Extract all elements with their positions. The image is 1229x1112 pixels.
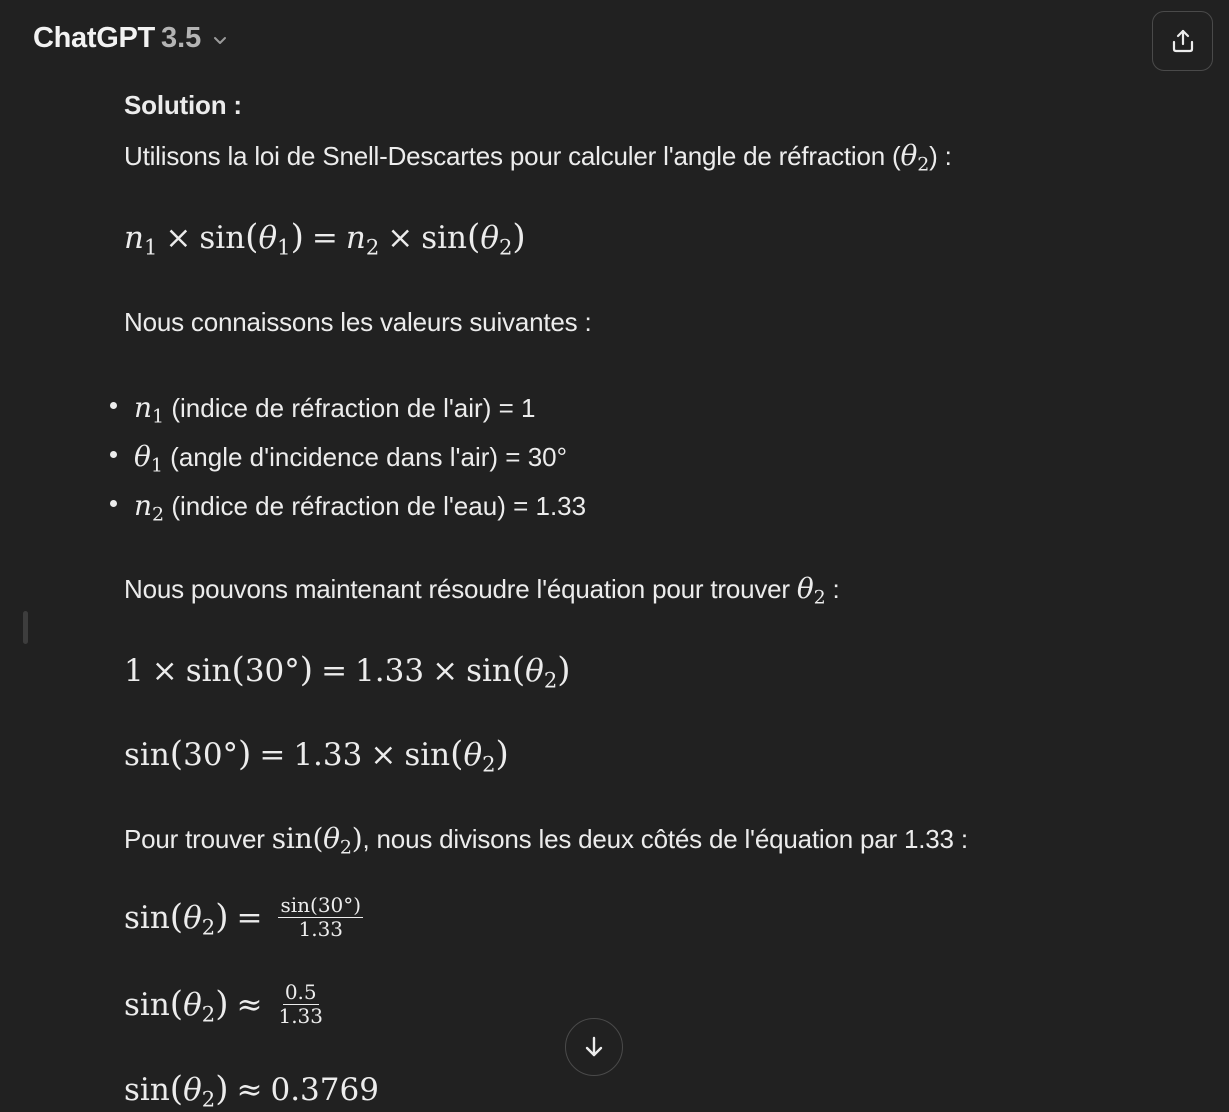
intro-end: ) :	[929, 141, 952, 171]
sidebar-toggle-handle[interactable]	[23, 611, 28, 644]
divide-paragraph: Pour trouver $\sin(\theta_2)$, nous divisons les deux côtés de l'équation par 1.33 :	[124, 822, 968, 859]
divide-text-end: , nous divisons les deux côtés de l'équation par 1.33 :	[362, 824, 968, 854]
equation-substituted: $1 \times \sin(30^\circ) = 1.33 \times \sin(\theta_2)$	[124, 650, 571, 693]
solve-paragraph: Nous pouvons maintenant résoudre l'équation pour trouver $\theta_2$ :	[124, 572, 840, 609]
equation-divided: $\sin(\theta_2)$ = $\frac{\sin(30^\circ)}{1.33}$	[124, 893, 362, 941]
known-values-text: Nous connaissons les valeurs suivantes :	[124, 307, 592, 337]
share-icon	[1170, 28, 1196, 54]
equation-simplified: $\sin(30^\circ) = 1.33 \times \sin(\theta_2)$	[124, 734, 509, 777]
arrow-down-icon	[581, 1034, 607, 1060]
equation-approx: $\sin(\theta_2)$ ≈ $\frac{0.5}{1.33}$	[124, 980, 323, 1028]
chevron-down-icon	[211, 31, 229, 49]
model-version: 3.5	[160, 22, 202, 54]
model-selector[interactable]	[33, 22, 229, 55]
intro-text: Utilisons la loi de Snell-Descartes pour calculer l'angle de réfraction (	[124, 141, 901, 171]
solve-end: :	[825, 574, 840, 604]
share-button[interactable]	[1152, 11, 1213, 71]
solution-heading: Solution :	[124, 90, 242, 120]
intro-paragraph: Utilisons la loi de Snell-Descartes pour calculer l'angle de réfraction $(\theta_2)$ :	[124, 139, 952, 176]
divide-text-start: Pour trouver	[124, 824, 272, 854]
fraction: $\frac{\sin(30^\circ)}{1.33}$	[280, 893, 362, 941]
model-name: ChatGPT	[33, 22, 155, 54]
equation-snell: $n_1 \times \sin(\theta_1) = n_2 \times \sin(\theta_2)$	[124, 217, 526, 260]
solve-text: Nous pouvons maintenant résoudre l'équation pour trouver	[124, 574, 797, 604]
equation-result: $\sin(\theta_2) \approx 0.3769$	[124, 1069, 379, 1112]
scroll-to-bottom-button[interactable]	[565, 1018, 623, 1076]
chat-page: ChatGPT 3.5 Solution : Utilisons la loi de Snell-Descartes pour calculer l'angle de réfraction $(\theta_2)$ : $n_1 \times \sin(\theta_1) = n_2 \times \sin(\theta_2)$ Nous connaissons les valeurs suivantes : $n_1$ (indice de réfraction de l'air) = 1 $\theta_1$ (angle d'incidence dans l'air) = 30° $n_2$ (indice de réfraction de l'eau) = 1.33 Nous pouvons maintenant résoudre l'équation pour trouver $\theta_2$ : $1 \times \sin(30^\circ) = 1.33 \times \sin(\theta_2)$ $\sin(30^\circ) = 1.33 \times \sin(\theta_2)$ Pour trouver $\sin(\theta_2)$, nous divisons les deux côtés de l'équation par 1.33 : $\sin(\theta_2)$ = $\frac{\sin(30^\circ)}{1.33}$ $\sin(\theta_2)$ ≈ $\frac{0.5}{1.33}$ $\sin(\theta_2) \approx 0.3769$	[0, 0, 1229, 1112]
result-value: 0.3769	[270, 1072, 379, 1108]
fraction: $\frac{0.5}{1.33}$	[278, 980, 323, 1028]
